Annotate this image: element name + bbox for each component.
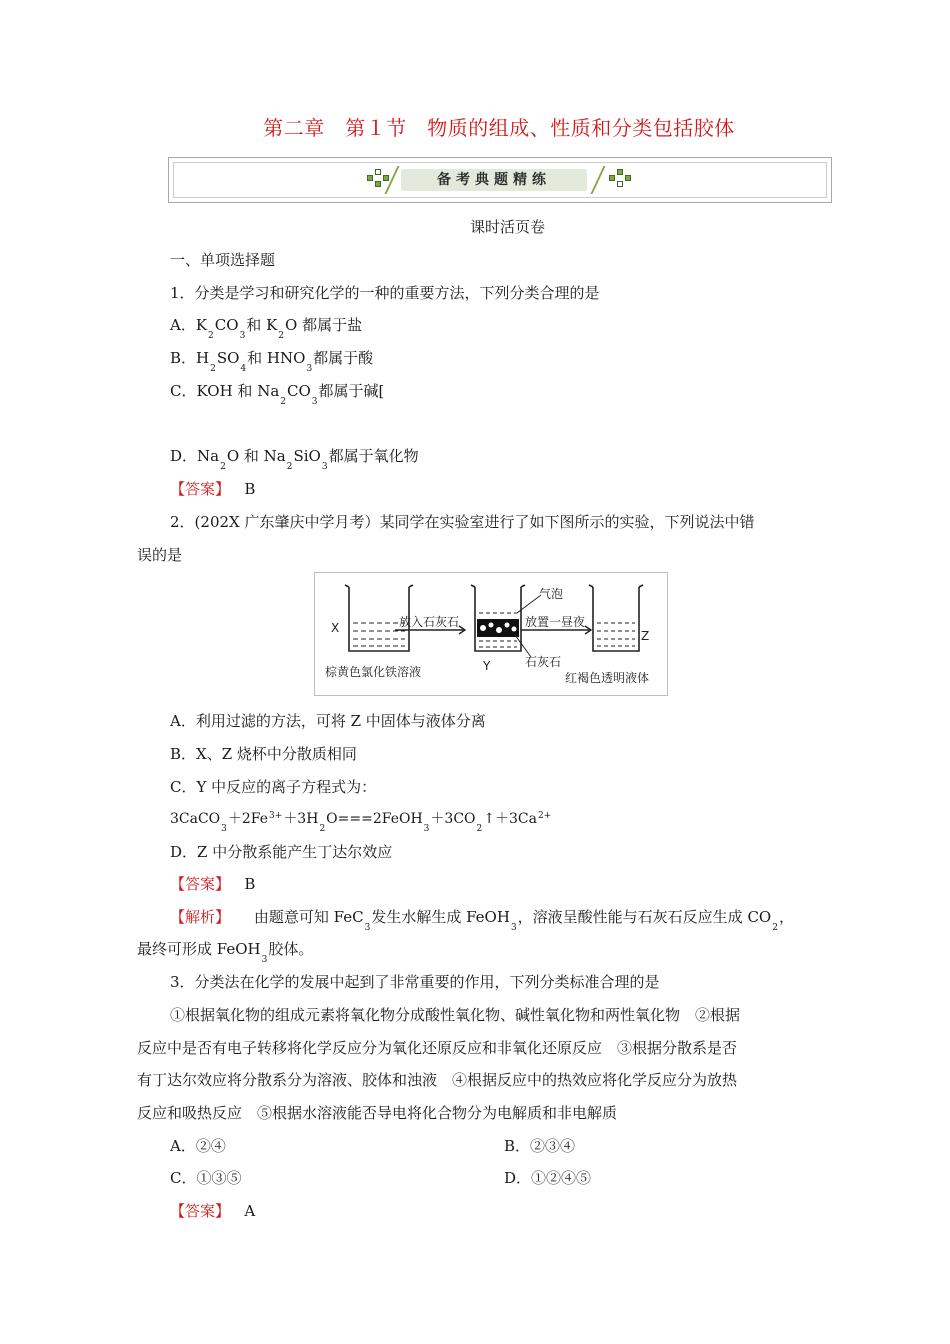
q2-option-b: B．X、Z 烧杯中分散质相同 (170, 745, 357, 763)
label-step1: 放入石灰石 (399, 615, 460, 629)
q3-stem: 3．分类法在化学的发展中起到了非常重要的作用，下列分类标准合理的是 (170, 973, 660, 991)
q2-equation: $3CaCO_3+2Fe^{3+}+3H_2O===2FeOH_3+3CO_2↑+3Ca^{2+}$ (170, 811, 552, 834)
q1-stem: 1．分类是学习和研究化学的一种的重要方法，下列分类合理的是 (170, 284, 600, 302)
q2-stem-line1: 2．(202X 广东肇庆中学月考）某同学在实验室进行了如下图所示的实验，下列说法中错 (170, 513, 755, 531)
q2-analysis-line1: 【解析】 由题意可知 FeC$_3$发生水解生成 FeOH$_3$，溶液呈酸性能与石灰石反应生成 $CO_2$， (170, 908, 794, 933)
q2-option-c: C．Y 中反应的离子方程式为： (170, 778, 377, 796)
page-title: 第二章 第１节 物质的组成、性质和分类包括胶体 (263, 116, 735, 140)
q1-option-b: B．$H_2SO_4$和 $HNO_3$都属于酸 (170, 349, 374, 374)
label-x: X (331, 621, 340, 635)
q3-option-d: D．①②④⑤ (504, 1169, 592, 1187)
subtitle: 课时活页卷 (470, 218, 546, 236)
q2-option-a: A．利用过滤的方法，可将 Z 中固体与液体分离 (170, 712, 486, 730)
section-heading: 一、单项选择题 (170, 251, 276, 269)
experiment-figure (314, 572, 668, 696)
q1-answer: 【答案】 B (170, 480, 256, 498)
q3-line2: 反应中是否有电子转移将化学反应分为氧化还原反应和非氧化还原反应 ③根据分散系是否 (137, 1039, 738, 1057)
q3-answer: 【答案】 A (170, 1202, 256, 1220)
q2-stem-line2: 误的是 (137, 546, 183, 564)
label-step2: 放置一昼夜 (525, 615, 586, 629)
q3-option-a: A．②④ (170, 1137, 226, 1155)
q1-option-d: D．$Na_2O$ 和 $Na_2SiO_3$都属于氧化物 (170, 447, 419, 472)
q1-option-a: A．$K_2CO_3$和 $K_2O$ 都属于盐 (170, 316, 363, 341)
caption-right: 红褐色透明液体 (565, 671, 650, 685)
q3-line4: 反应和吸热反应 ⑤根据水溶液能否导电将化合物分为电解质和非电解质 (137, 1104, 618, 1122)
banner-label: 备考典题精练 (401, 169, 587, 191)
q2-analysis-line2: 最终可形成 FeOH$_3$胶体。 (137, 940, 314, 965)
q3-option-b: B．②③④ (504, 1137, 576, 1155)
q2-answer: 【答案】 B (170, 875, 256, 893)
label-stone: 石灰石 (525, 655, 562, 669)
q2-option-d: D．Z 中分散系能产生丁达尔效应 (170, 843, 393, 861)
q3-line1: ①根据氧化物的组成元素将氧化物分成酸性氧化物、碱性氧化物和两性氧化物 ②根据 (170, 1006, 741, 1024)
label-y: Y (483, 659, 491, 673)
q3-option-c: C．①③⑤ (170, 1169, 242, 1187)
caption-left: 棕黄色氯化铁溶液 (325, 665, 422, 679)
label-z: Z (641, 629, 650, 643)
label-bubble: 气泡 (539, 587, 564, 601)
section-banner (168, 157, 832, 203)
q1-option-c: C．KOH 和 $Na_2CO_3$都属于碱[ (170, 382, 385, 407)
q3-line3: 有丁达尔效应将分散系分为溶液、胶体和浊液 ④根据反应中的热效应将化学反应分为放热 (137, 1071, 738, 1089)
